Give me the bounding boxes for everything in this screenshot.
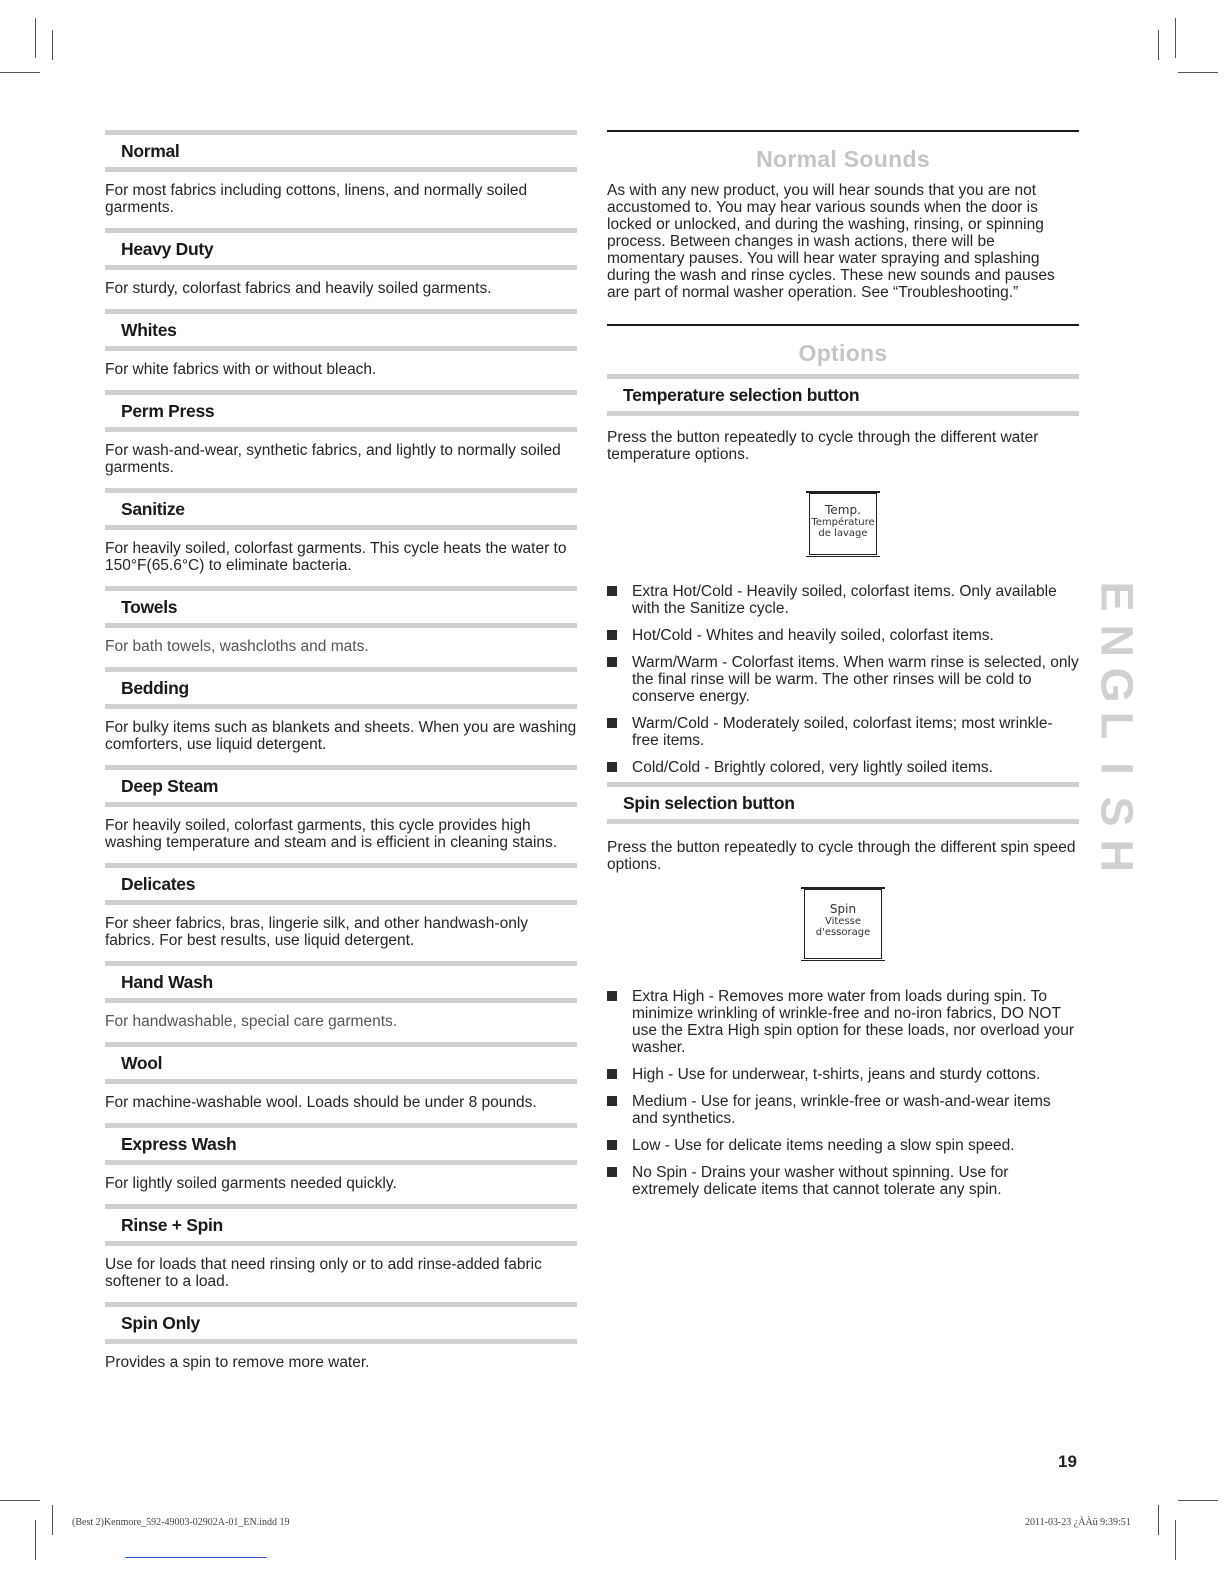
button-label: d'essorage xyxy=(815,927,871,938)
bullet-icon xyxy=(607,630,617,640)
list-item xyxy=(607,654,1079,705)
spin-button-icon xyxy=(804,889,882,959)
list-item-text: Warm/Warm - Colorfast items. When warm rinse is selected, only the final rinse will be warm. The other rinses will be cold to conserve energy. xyxy=(632,654,1079,705)
cycle-description: Use for loads that need rinsing only or to add rinse-added fabric softener to a load. xyxy=(105,1256,542,1290)
temperature-option-heading: Temperature selection button xyxy=(623,384,860,405)
crop-mark xyxy=(0,72,40,73)
normal-sounds-title: Normal Sounds xyxy=(756,146,930,172)
cycle-name: Sanitize xyxy=(121,498,185,519)
cycle-name: Whites xyxy=(121,319,177,340)
bullet-icon xyxy=(607,1140,617,1150)
cycle-entry xyxy=(105,1123,577,1192)
cycle-description: For sturdy, colorfast fabrics and heavily soiled garments. xyxy=(105,280,492,297)
crop-mark xyxy=(35,1520,36,1560)
cycle-description: For bath towels, washcloths and mats. xyxy=(105,638,369,655)
list-item xyxy=(607,715,1079,749)
temperature-option-header xyxy=(607,374,1079,416)
crop-mark xyxy=(1158,30,1159,60)
cycle-description: For wash-and-wear, synthetic fabrics, and lightly to normally soiled garments. xyxy=(105,442,561,476)
cycle-header xyxy=(105,390,577,432)
cycle-entry xyxy=(105,586,577,655)
cycle-name: Perm Press xyxy=(121,400,215,421)
cycle-header xyxy=(105,1204,577,1246)
cycle-description: For bulky items such as blankets and sheets. When you are washing comforters, use liquid detergent. xyxy=(105,719,577,753)
spin-option-heading: Spin selection button xyxy=(623,792,795,813)
cycle-description: For heavily soiled, colorfast garments. This cycle heats the water to 150°F(65.6°C) to eliminate bacteria. xyxy=(105,540,567,574)
cycle-entry xyxy=(105,130,577,216)
cycle-name: Towels xyxy=(121,596,178,617)
crop-mark xyxy=(1175,1520,1176,1560)
list-item xyxy=(607,1137,1079,1154)
list-item-text: High - Use for underwear, t-shirts, jeans and sturdy cottons. xyxy=(632,1066,1041,1083)
side-tab-letter: I xyxy=(1091,762,1143,775)
side-tab-letter: E xyxy=(1091,581,1143,612)
page-number: 19 xyxy=(1058,1452,1077,1471)
cycle-entry xyxy=(105,1042,577,1111)
crop-mark xyxy=(52,30,53,60)
cycle-entry xyxy=(105,1204,577,1290)
side-tab-letter: N xyxy=(1091,624,1143,657)
list-item-text: Extra Hot/Cold - Heavily soiled, colorfast items. Only available with the Sanitize cycle. xyxy=(632,583,1057,617)
list-item-text: Medium - Use for jeans, wrinkle-free or wash-and-wear items and synthetics. xyxy=(632,1093,1051,1127)
crop-mark xyxy=(0,1500,40,1501)
list-item xyxy=(607,583,1079,617)
crop-mark xyxy=(1175,18,1176,58)
button-label: Température xyxy=(811,517,875,528)
list-item-text: Hot/Cold - Whites and heavily soiled, colorfast items. xyxy=(632,627,994,644)
bullet-icon xyxy=(607,762,617,772)
temp-button-icon xyxy=(809,493,877,555)
side-tab-letter: G xyxy=(1091,667,1143,703)
button-label: Spin xyxy=(829,902,857,916)
list-item-text: Extra High - Removes more water from loads during spin. To minimize wrinkling of wrinkle-free and no-iron fabrics, DO NOT use the Extra High spin option for these loads, nor overload your washer. xyxy=(632,988,1075,1056)
cycle-header xyxy=(105,1302,577,1344)
cycle-entry xyxy=(105,667,577,753)
cycle-header xyxy=(105,309,577,351)
crop-mark xyxy=(1178,72,1218,73)
cycle-name: Rinse + Spin xyxy=(121,1214,223,1235)
cycle-entry xyxy=(105,488,577,574)
bullet-icon xyxy=(607,586,617,596)
cycle-header xyxy=(105,488,577,530)
cycle-name: Spin Only xyxy=(121,1312,200,1333)
cycle-description: For sheer fabrics, bras, lingerie silk, and other handwash-only fabrics. For best results, use liquid detergent. xyxy=(105,915,529,949)
list-item xyxy=(607,627,1079,644)
cycle-entry xyxy=(105,390,577,476)
cycle-description: For most fabrics including cottons, linens, and normally soiled garments. xyxy=(105,182,528,216)
cycle-description: For heavily soiled, colorfast garments, this cycle provides high washing temperature and steam and is efficient in cleaning stains. xyxy=(105,817,558,851)
right-column xyxy=(607,130,1079,1208)
bullet-icon xyxy=(607,718,617,728)
bullet-icon xyxy=(607,1096,617,1106)
side-tab-letter: S xyxy=(1091,796,1143,827)
cycle-header xyxy=(105,667,577,709)
cycle-name: Deep Steam xyxy=(121,775,219,796)
side-tab-letter: H xyxy=(1091,839,1143,872)
cycle-name: Hand Wash xyxy=(121,971,213,992)
list-item xyxy=(607,988,1079,1056)
cycle-description: For lightly soiled garments needed quickly. xyxy=(105,1175,397,1192)
crop-mark xyxy=(52,1505,53,1535)
cycle-name: Wool xyxy=(121,1052,163,1073)
button-label: Vitesse xyxy=(824,916,862,927)
temperature-options-list xyxy=(607,583,1079,776)
cycle-header xyxy=(105,961,577,1003)
list-item xyxy=(607,1093,1079,1127)
bullet-icon xyxy=(607,1167,617,1177)
cycle-description: For machine-washable wool. Loads should be under 8 pounds. xyxy=(105,1094,537,1111)
side-tab-letter: L xyxy=(1091,711,1143,740)
cycle-entry xyxy=(105,228,577,297)
cycle-entry xyxy=(105,765,577,851)
footer-underline xyxy=(125,1557,267,1558)
cycle-description: Provides a spin to remove more water. xyxy=(105,1354,370,1371)
list-item-text: Warm/Cold - Moderately soiled, colorfast items; most wrinkle-free items. xyxy=(632,715,1053,749)
cycle-entry xyxy=(105,863,577,949)
footer-file-info: (Best 2)Kenmore_592-49003-02902A-01_EN.indd 19 xyxy=(72,1517,290,1528)
temperature-option-intro: Press the button repeatedly to cycle through the different water temperature options. xyxy=(607,429,1039,463)
cycle-header xyxy=(105,130,577,172)
cycle-header xyxy=(105,228,577,270)
cycle-header xyxy=(105,765,577,807)
spin-options-list xyxy=(607,988,1079,1198)
list-item-text: Low - Use for delicate items needing a slow spin speed. xyxy=(632,1137,1015,1154)
button-label: de lavage xyxy=(818,528,868,539)
spin-option-intro: Press the button repeatedly to cycle through the different spin speed options. xyxy=(607,839,1076,873)
options-title: Options xyxy=(798,340,888,366)
normal-sounds-body: As with any new product, you will hear sounds that you are not accustomed to. You may hear various sounds when the door is locked or unlocked, and during the washing, rinsing, or spinning process. Between changes in wash actions, there will be momentary pauses. You will hear water spraying and splashing during the wash and rinse cycles. These new sounds and pauses are part of normal washer operation. See “Troubleshooting.” xyxy=(607,182,1055,301)
bullet-icon xyxy=(607,1069,617,1079)
list-item xyxy=(607,1164,1079,1198)
cycle-entry xyxy=(105,961,577,1030)
crop-mark xyxy=(1158,1505,1159,1535)
cycle-description: For white fabrics with or without bleach. xyxy=(105,361,377,378)
bullet-icon xyxy=(607,991,617,1001)
spin-option-header xyxy=(607,782,1079,824)
cycle-name: Delicates xyxy=(121,873,196,894)
cycle-description: For handwashable, special care garments. xyxy=(105,1013,398,1030)
cycle-header xyxy=(105,863,577,905)
crop-mark xyxy=(35,18,36,58)
list-item-text: No Spin - Drains your washer without spinning. Use for extremely delicate items that cannot tolerate any spin. xyxy=(632,1164,1009,1198)
footer-timestamp: 2011-03-23 ¿ÀÀü 9:39:51 xyxy=(1025,1517,1131,1528)
crop-mark xyxy=(1178,1500,1218,1501)
button-label: Temp. xyxy=(825,503,861,517)
list-item-text: Cold/Cold - Brightly colored, very lightly soiled items. xyxy=(632,759,993,776)
bullet-icon xyxy=(607,657,617,667)
cycle-entry xyxy=(105,1302,577,1371)
cycle-name: Bedding xyxy=(121,677,189,698)
list-item xyxy=(607,759,1079,776)
language-side-tab xyxy=(1091,575,1143,876)
cycle-name: Heavy Duty xyxy=(121,238,214,259)
cycle-name: Normal xyxy=(121,140,180,161)
cycle-header xyxy=(105,1042,577,1084)
cycle-entry xyxy=(105,309,577,378)
cycle-header xyxy=(105,586,577,628)
cycle-list xyxy=(105,130,577,1383)
cycle-name: Express Wash xyxy=(121,1133,237,1154)
cycle-header xyxy=(105,1123,577,1165)
list-item xyxy=(607,1066,1079,1083)
